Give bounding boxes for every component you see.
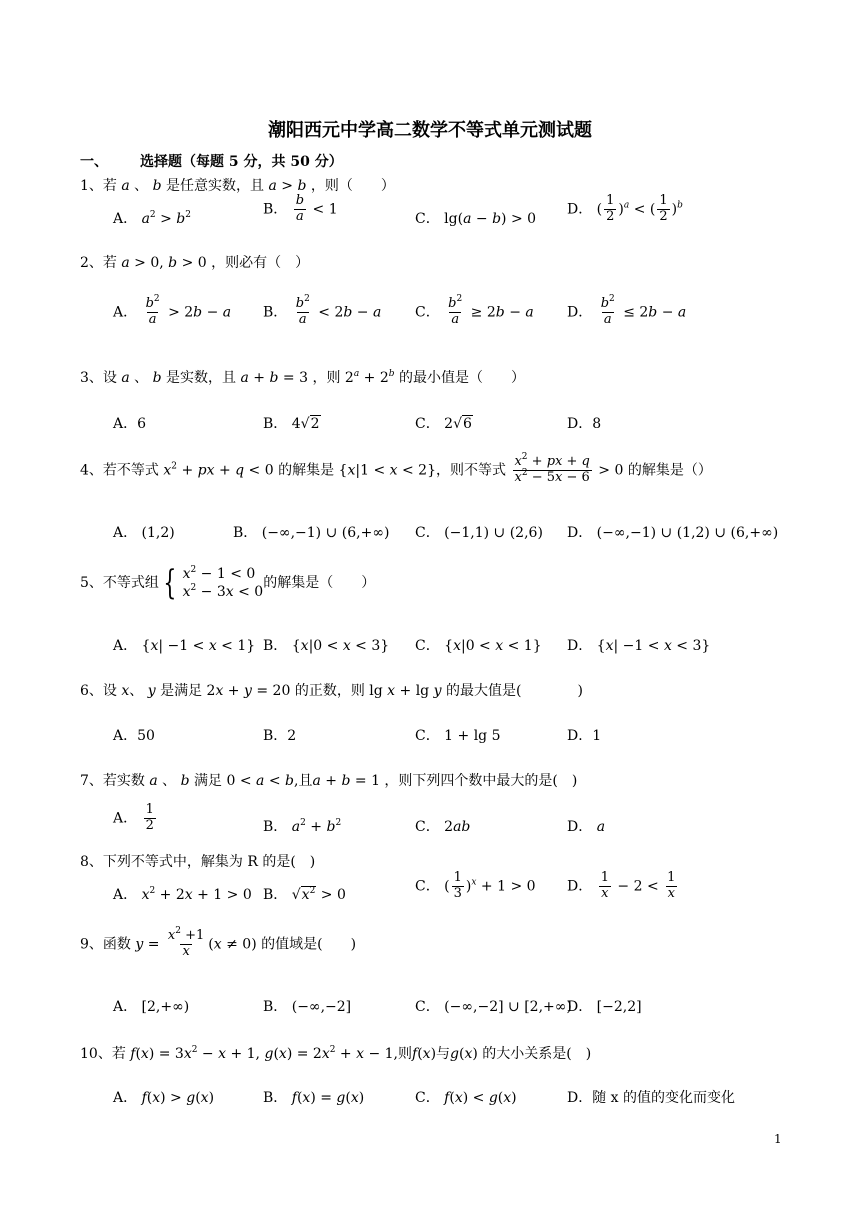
question-4-option-b: B． (−∞,−1) ∪ (6,+∞) — [233, 525, 390, 541]
question-5-option-c: C． {x|0 < x < 1} — [415, 638, 542, 654]
question-4-stem: 4、若不等式 $x^2$ + px + q < 0 的解集是 {x|1 < x < 2}，则不等式 $\frac{x^2 + px + q}{x^2 - 5x - 6}$ > 0 的解集是（） — [80, 452, 712, 485]
question-10-option-b: B． f(x) = g(x) — [263, 1090, 365, 1106]
question-8-option-b: B． $√x^2 > 0$ — [263, 886, 346, 903]
question-6-option-c: C． 1 + lg 5 — [415, 728, 501, 744]
question-6-option-a: A．50 — [113, 728, 155, 744]
question-6-option-d: D．1 — [567, 728, 602, 744]
question-2-stem: 2、若 a > 0, b > 0 ，则必有（ ） — [80, 255, 310, 271]
question-2-option-a: A． $\frac{b^2}{a}$ > 2b − a — [113, 294, 232, 327]
question-7-option-b: B． $a^2 + b^2$ — [263, 818, 342, 835]
question-2-option-b: B． $\frac{b^2}{a}$ < 2b − a — [263, 294, 382, 327]
question-3-option-c: C． 2√6 — [415, 416, 472, 432]
question-2-option-c: C． $\frac{b^2}{a}$ ≥ 2b − a — [415, 294, 534, 327]
question-7-option-d: D． a — [567, 819, 606, 835]
question-5-option-a: A． {x| −1 < x < 1} — [113, 638, 256, 654]
section-number: 一、 — [80, 154, 108, 170]
question-10-option-a: A． f(x) > g(x) — [113, 1090, 215, 1106]
question-9-stem: 9、函数 y = $\frac{x^2 +1}{x}$ (x ≠ 0) 的值域是( ) — [80, 926, 357, 959]
question-7-stem: 7、若实数 a 、 b 满足 0 < a < b,且a + b = 1 ，则下列四个数中最大的是( ) — [80, 773, 578, 789]
question-5-option-d: D． {x| −1 < x < 3} — [567, 638, 711, 654]
question-10-stem: 10、若 $f(x) = 3x^2 - x + 1$, $g(x) = 2x^2 + x - 1$,则f(x)与g(x) 的大小关系是( ) — [80, 1045, 592, 1062]
question-1-stem: 1、若 a 、 b 是任意实数，且 a > b ，则（ ） — [80, 178, 395, 194]
question-4-option-d: D． (−∞,−1) ∪ (1,2) ∪ (6,+∞) — [567, 525, 779, 541]
question-1-option-d: D． ( $\frac{1}{2}$ )$^a$ < ( $\frac{1}{2}$ )$^b$ — [567, 193, 683, 224]
section-label: 选择题（每题 5 分，共 50 分） — [140, 154, 343, 170]
page-number: 1 — [774, 1132, 782, 1146]
question-9-option-a: A． [2,+∞) — [113, 999, 190, 1015]
question-9-option-b: B． (−∞,−2] — [263, 999, 352, 1015]
page-title: 潮阳西元中学高二数学不等式单元测试题 — [268, 120, 592, 141]
question-8-option-a: A． $x^2 + 2x + 1 > 0$ — [113, 886, 252, 903]
question-1-option-b: B． $\frac{b}{a}$ < 1 — [263, 193, 338, 224]
question-3-option-b: B． 4√2 — [263, 416, 320, 432]
question-5-option-b: B． {x|0 < x < 3} — [263, 638, 390, 654]
question-8-stem: 8、下列不等式中，解集为 R 的是( ) — [80, 854, 316, 870]
question-4-option-a: A． (1,2) — [113, 525, 175, 541]
question-7-option-c: C． 2ab — [415, 819, 471, 835]
question-9-option-c: C． (−∞,−2] ∪ [2,+∞) — [415, 999, 572, 1015]
question-7-option-a: A． $\frac{1}{2}$ — [113, 802, 154, 833]
question-10-option-d: D．随 x 的值的变化而变化 — [567, 1090, 736, 1106]
question-3-option-a: A．6 — [113, 416, 147, 432]
question-9-option-d: D． [−2,2] — [567, 999, 642, 1015]
question-3-stem: 3、设 a 、 b 是实数，且 a + b = 3 ，则 $2^a + 2^b$ 的最小值是（ ） — [80, 369, 525, 386]
question-4-option-c: C． (−1,1) ∪ (2,6) — [415, 525, 543, 541]
question-6-option-b: B．2 — [263, 728, 297, 744]
question-1-option-c: C． lg(a − b) > 0 — [415, 211, 537, 227]
question-2-option-d: D． $\frac{b^2}{a}$ ≤ 2b − a — [567, 294, 687, 327]
question-3-option-d: D．8 — [567, 416, 602, 432]
question-10-option-c: C． f(x) < g(x) — [415, 1090, 517, 1106]
question-6-stem: 6、设 x、 y 是满足 2x + y = 20 的正数，则 lg x + lg y 的最大值是( ) — [80, 683, 583, 699]
question-1-option-a: A． $a^2 > b^2$ — [113, 210, 191, 227]
question-8-option-c: C． ( $\frac{1}{3}$ )$^x$ + 1 > 0 — [415, 870, 536, 901]
question-5-stem: 5、不等式组 { $x^2 - 1 < 0$ $x^2 - 3x < 0$ 的解集是（ ） — [80, 563, 376, 604]
question-8-option-d: D． $\frac{1}{x}$ − 2 < $\frac{1}{x}$ — [567, 870, 676, 901]
section-heading — [80, 151, 343, 171]
